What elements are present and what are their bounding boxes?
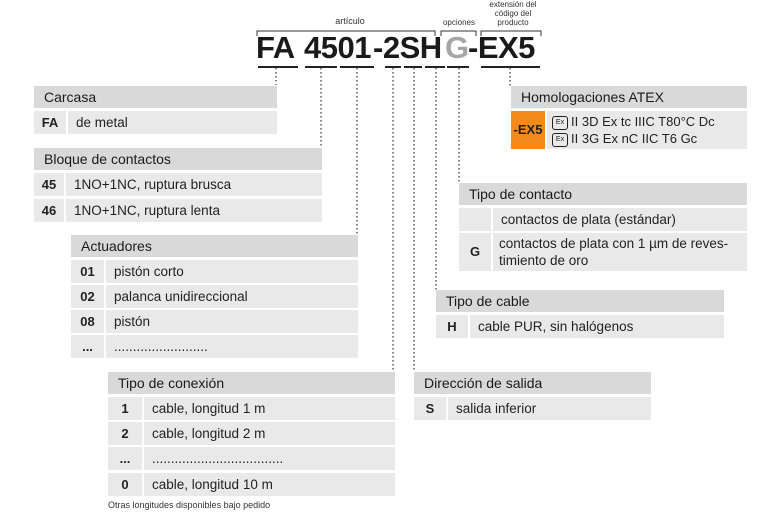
code-part-4501: 4501: [304, 30, 371, 65]
conexion-row: [108, 473, 395, 496]
contacto-header: Tipo de contacto: [459, 183, 747, 205]
actuadores-desc: pistón: [106, 310, 358, 333]
bloque-code: 46: [34, 199, 64, 222]
actuadores-row: [71, 260, 358, 283]
conexion-code: 2: [108, 422, 142, 445]
actuadores-desc: palanca unidireccional: [106, 285, 358, 308]
actuadores-desc: .........................: [106, 335, 358, 358]
salida-header: Dirección de salida: [414, 372, 651, 394]
articulo-label: artículo: [335, 16, 365, 26]
code-part-fa: FA: [256, 30, 295, 65]
conexion-row: [108, 397, 395, 420]
code-underline-45: [305, 66, 337, 68]
conexion-code: ...: [108, 447, 142, 470]
salida-code: S: [414, 397, 446, 420]
carcasa-row: [34, 111, 277, 134]
carcasa-code: FA: [34, 111, 66, 134]
atex-row: [511, 111, 747, 149]
code-underline-01: [340, 66, 374, 68]
code-underline-g: [447, 66, 469, 68]
code-part-ex5: -EX5: [468, 30, 535, 65]
salida-row: [414, 397, 651, 420]
atex-line1: [552, 113, 715, 130]
bloque-header: Bloque de contactos: [34, 148, 322, 170]
actuadores-code: 08: [71, 310, 104, 333]
bloque-desc: 1NO+1NC, ruptura brusca: [66, 173, 322, 196]
conexion-row: [108, 422, 395, 445]
ex-hexagon-icon: Ex: [552, 116, 568, 130]
atex-line2: [552, 130, 697, 147]
atex-line1-text: II 3D Ex tc IIIC T80°C Dc: [571, 114, 715, 129]
conexion-row: [108, 447, 395, 470]
salida-desc: salida inferior: [448, 397, 651, 420]
contacto-code: [459, 208, 491, 231]
code-underline-ex5: [481, 66, 540, 68]
actuadores-row: [71, 285, 358, 308]
contacto-row-g: [459, 233, 747, 271]
actuadores-row: [71, 335, 358, 358]
actuadores-code: 02: [71, 285, 104, 308]
extension-label-line3: producto: [497, 18, 529, 27]
ex-hexagon-icon: Ex: [552, 133, 568, 147]
actuadores-code: 01: [71, 260, 104, 283]
conexion-note: Otras longitudes disponibles bajo pedido: [108, 500, 271, 510]
carcasa-desc: de metal: [68, 111, 277, 134]
bloque-code: 45: [34, 173, 64, 196]
conexion-desc: ...................................: [144, 447, 395, 470]
actuadores-desc: pistón corto: [106, 260, 358, 283]
cable-header: Tipo de cable: [436, 290, 724, 312]
extension-label: [480, 0, 546, 27]
cable-desc: cable PUR, sin halógenos: [470, 315, 724, 338]
conexion-header: Tipo de conexión: [108, 372, 395, 394]
contacto-desc-line2: timiento de oro: [499, 253, 589, 268]
atex-header: Homologaciones ATEX: [511, 86, 747, 108]
atex-line2-text: II 3G Ex nC IIC T6 Gc: [571, 131, 698, 146]
conexion-code: 0: [108, 473, 142, 496]
code-underline-2: [385, 66, 401, 68]
cable-code: H: [436, 315, 468, 338]
conexion-desc: cable, longitud 1 m: [144, 397, 395, 420]
code-underline-fa: [258, 66, 298, 68]
contacto-desc-line1: contactos de plata con 1 µm de reves-: [499, 236, 729, 251]
actuadores-header: Actuadores: [71, 235, 358, 257]
code-part-2sh: -2SH: [373, 30, 442, 65]
carcasa-header: Carcasa: [34, 86, 277, 108]
conexion-desc: cable, longitud 2 m: [144, 422, 395, 445]
actuadores-code: ...: [71, 335, 104, 358]
code-part-g: G: [445, 30, 469, 65]
contacto-desc: [493, 233, 747, 271]
bloque-row: [34, 173, 322, 196]
conexion-code: 1: [108, 397, 142, 420]
cable-row: [436, 315, 724, 338]
contacto-desc: contactos de plata (estándar): [493, 208, 747, 231]
actuadores-row: [71, 310, 358, 333]
contacto-row: [459, 208, 747, 231]
conexion-desc: cable, longitud 10 m: [144, 473, 395, 496]
bloque-desc: 1NO+1NC, ruptura lenta: [66, 199, 322, 222]
code-underline-s: [404, 66, 422, 68]
opciones-label: opciones: [442, 18, 476, 27]
bloque-row: [34, 199, 322, 222]
code-underline-h: [425, 66, 445, 68]
contacto-code: G: [459, 233, 491, 271]
atex-code: -EX5: [511, 111, 545, 149]
atex-desc: [547, 111, 747, 149]
extension-label-line1: extensión del: [489, 0, 537, 9]
extension-label-line2: código del: [494, 9, 532, 18]
